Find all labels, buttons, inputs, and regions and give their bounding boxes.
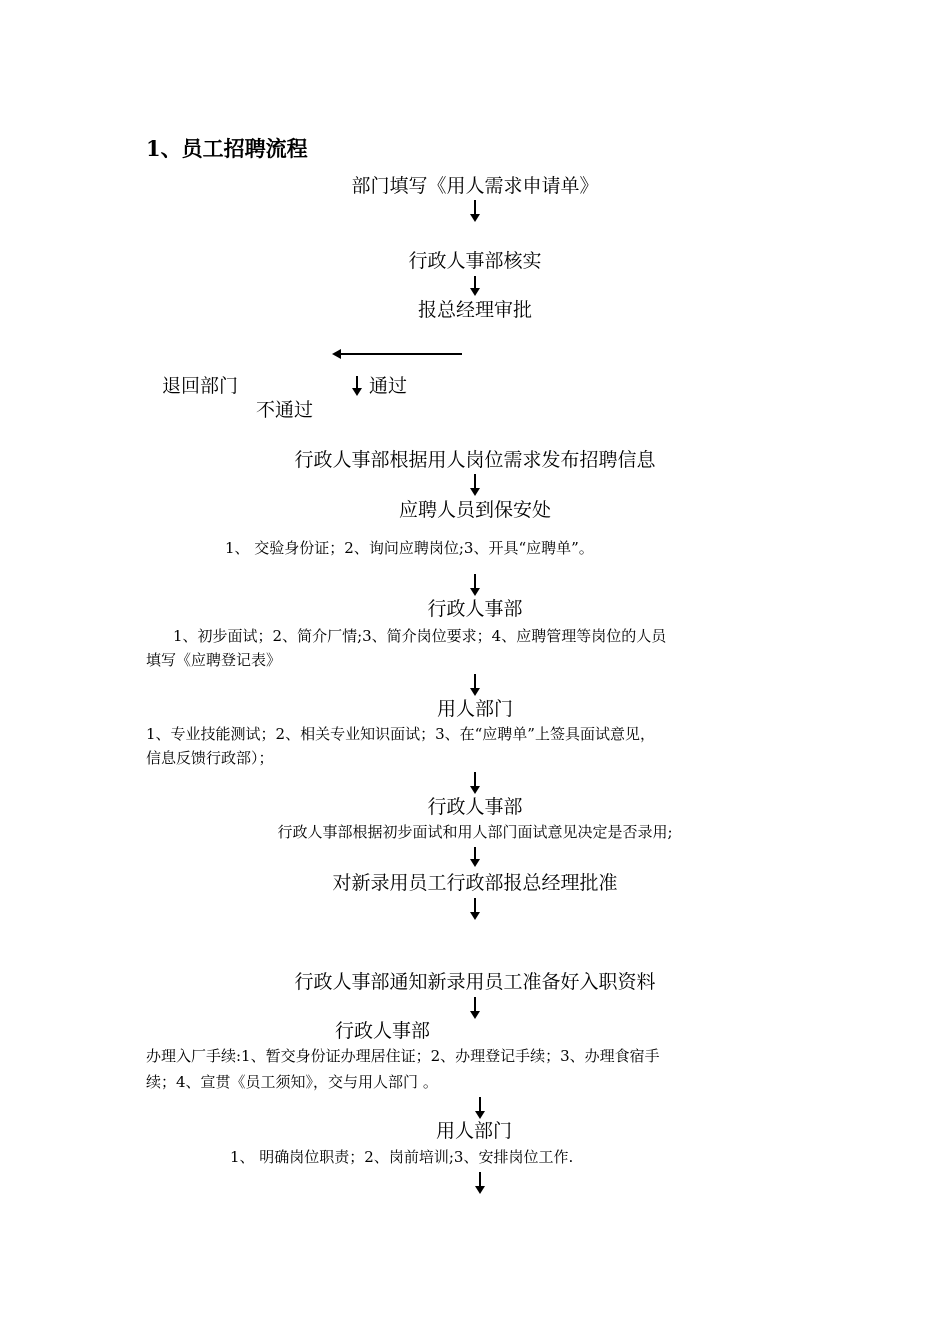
step-applicant-security: 应聘人员到保安处 xyxy=(398,499,551,521)
arrow-down-icon xyxy=(470,772,480,794)
step-gm-approval: 报总经理审批 xyxy=(417,299,532,321)
step-publish-recruitment: 行政人事部根据用人岗位需求发布招聘信息 xyxy=(294,449,656,471)
step-dept-interview: 用人部门 xyxy=(436,698,513,720)
arrow-left-icon xyxy=(332,349,462,359)
step-hr-decision: 行政人事部 xyxy=(427,796,523,818)
step-hr-decision-detail: 行政人事部根据初步面试和用人部门面试意见决定是否录用; xyxy=(277,823,673,841)
arrow-down-icon xyxy=(470,276,480,296)
arrow-down-icon xyxy=(475,1097,485,1119)
step-dept-interview-detail-2: 信息反馈行政部）； xyxy=(146,749,274,767)
step-hr-interview-detail-1: 1、初步面试；2、简介厂情;3、简介岗位要求；4、应聘管理等岗位的人员 xyxy=(173,627,667,645)
step-hr-verify: 行政人事部核实 xyxy=(408,250,542,272)
step-applicant-security-detail: 1、 交验身份证；2、询问应聘岗位;3、开具“应聘单”。 xyxy=(225,539,594,557)
arrow-down-icon xyxy=(352,376,362,396)
document-title: 1、员工招聘流程 xyxy=(146,136,308,161)
arrow-down-icon xyxy=(470,474,480,496)
step-hr-interview: 行政人事部 xyxy=(427,598,523,620)
arrow-down-icon xyxy=(475,1172,485,1194)
step-hr-onboarding-detail-2: 续；4、宣贯《员工须知》，交与用人部门 。 xyxy=(146,1073,438,1091)
step-hr-interview-detail-2: 填写《应聘登记表》 xyxy=(146,651,282,669)
arrow-down-icon xyxy=(470,847,480,867)
step-hr-onboarding: 行政人事部 xyxy=(335,1020,431,1042)
step-dept-interview-detail-1: 1、专业技能测试；2、相关专业知识面试；3、在“应聘单”上签具面试意见， xyxy=(146,725,655,743)
step-dept-request: 部门填写《用人需求申请单》 xyxy=(351,175,599,197)
arrow-down-icon xyxy=(470,574,480,596)
step-hr-onboarding-detail-1: 办理入厂手续:1、暂交身份证办理居住证；2、办理登记手续；3、办理食宿手 xyxy=(146,1047,660,1065)
step-return-dept: 退回部门 xyxy=(162,375,239,397)
arrow-down-icon xyxy=(470,674,480,696)
step-new-hire-approval: 对新录用员工行政部报总经理批准 xyxy=(332,872,618,894)
step-dept-onboarding: 用人部门 xyxy=(436,1120,513,1142)
label-fail: 不通过 xyxy=(256,399,314,421)
arrow-down-icon xyxy=(470,997,480,1019)
arrow-down-icon xyxy=(470,200,480,222)
label-pass: 通过 xyxy=(369,375,408,397)
arrow-down-icon xyxy=(470,898,480,920)
step-dept-onboarding-detail: 1、 明确岗位职责；2、岗前培训;3、安排岗位工作. xyxy=(230,1148,574,1166)
step-notify-new-hire: 行政人事部通知新录用员工准备好入职资料 xyxy=(294,971,656,993)
